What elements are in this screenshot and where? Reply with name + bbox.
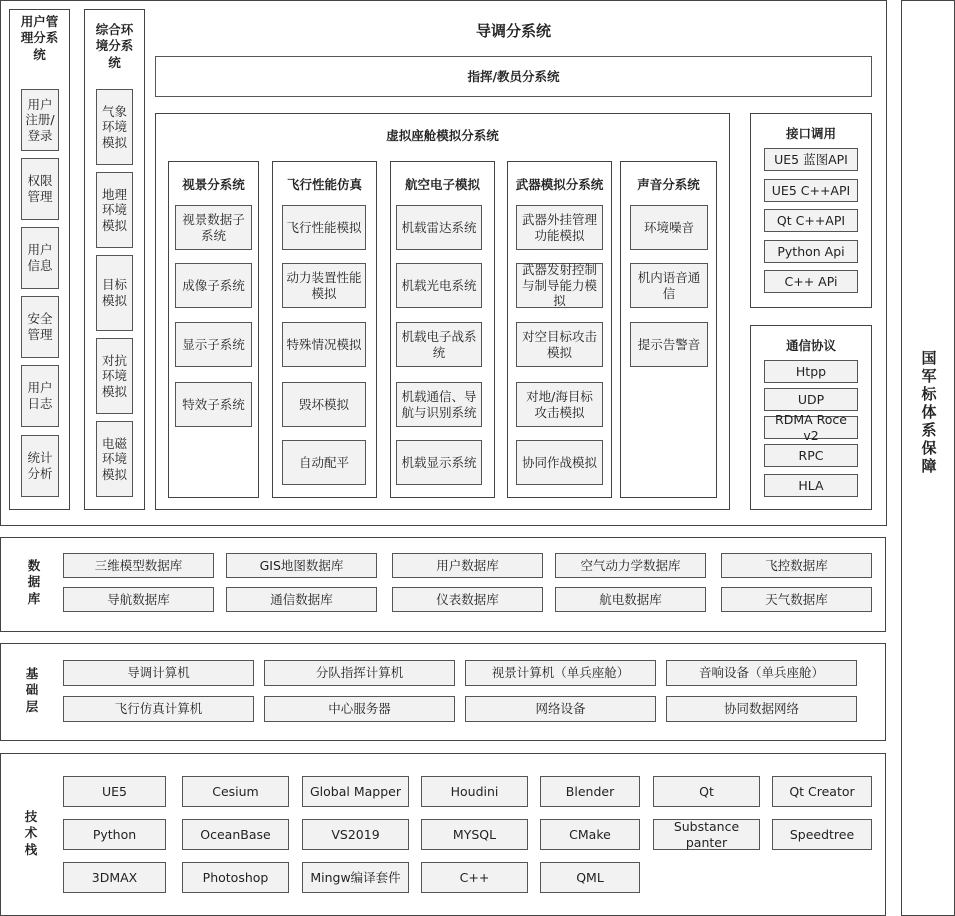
avionics-title: 航空电子模拟: [404, 177, 480, 192]
director-title: 导调分系统: [475, 22, 551, 40]
sound-title: 声音分系统: [637, 177, 700, 192]
infra-data-network: 协同数据网络: [666, 696, 857, 722]
db-flight-control: 飞控数据库: [721, 553, 872, 578]
tech-ue5: UE5: [63, 776, 166, 807]
api-title: 接口调用: [785, 126, 836, 141]
infra-title: 基础层: [25, 666, 39, 714]
db-aero: 空气动力学数据库: [555, 553, 706, 578]
tech-photoshop: Photoshop: [182, 862, 289, 893]
infra-audio: 音响设备（单兵座舱）: [666, 660, 857, 686]
stores-mgmt-box: 武器外挂管理功能模拟: [516, 205, 603, 250]
special-case-box: 特殊情况模拟: [282, 322, 366, 367]
api-ue5-blueprint: UE5 蓝图API: [764, 148, 858, 171]
launch-control-box: 武器发射控制与制导能力模拟: [516, 263, 603, 308]
damage-box: 毁坏模拟: [282, 382, 366, 427]
tech-3dmax: 3DMAX: [63, 862, 166, 893]
air-attack-box: 对空目标攻击模拟: [516, 322, 603, 367]
tech-cmake: CMake: [540, 819, 640, 850]
tech-python: Python: [63, 819, 166, 850]
env-title: 综合环境分系统: [95, 22, 134, 70]
user-log-box: 用户日志: [21, 365, 59, 427]
infra-visual-pc: 视景计算机（单兵座舱）: [465, 660, 656, 686]
security-mgmt-box: 安全管理: [21, 296, 59, 358]
database-title: 数据库: [27, 558, 41, 606]
powerplant-box: 动力装置性能模拟: [282, 263, 366, 308]
ew-box: 机载电子战系统: [396, 322, 482, 367]
display-sys-box: 机载显示系统: [396, 440, 482, 485]
combat-env-box: 对抗环境模拟: [96, 338, 133, 414]
effects-box: 特效子系统: [175, 382, 252, 427]
radar-box: 机载雷达系统: [396, 205, 482, 250]
cockpit-title: 虚拟座舱模拟分系统: [386, 128, 499, 143]
tech-cesium: Cesium: [182, 776, 289, 807]
api-python: Python Api: [764, 240, 858, 263]
imaging-box: 成像子系统: [175, 263, 252, 308]
tech-qml: QML: [540, 862, 640, 893]
tech-cpp: C++: [421, 862, 528, 893]
protocol-rdma: RDMA Roce v2: [764, 416, 858, 439]
env-noise-box: 环境噪音: [630, 205, 708, 250]
target-sim-box: 目标模拟: [96, 255, 133, 331]
geo-env-box: 地理环境模拟: [96, 172, 133, 248]
permission-box: 权限管理: [21, 158, 59, 220]
command-subsystem-box: 指挥/教员分系统: [155, 56, 872, 97]
db-navigation: 导航数据库: [63, 587, 214, 612]
tech-mingw: Mingw编译套件: [302, 862, 409, 893]
tech-speedtree: Speedtree: [772, 819, 872, 850]
protocol-rpc: RPC: [764, 444, 858, 467]
api-cpp: C++ APi: [764, 270, 858, 293]
infra-server: 中心服务器: [264, 696, 455, 722]
ground-sea-attack-box: 对地/海目标攻击模拟: [516, 382, 603, 427]
weapon-title: 武器模拟分系统: [515, 177, 604, 192]
auto-trim-box: 自动配平: [282, 440, 366, 485]
flight-perf-box: 飞行性能模拟: [282, 205, 366, 250]
tech-qt-creator: Qt Creator: [772, 776, 872, 807]
database-layer: [0, 537, 886, 632]
protocol-udp: UDP: [764, 388, 858, 411]
cni-box: 机载通信、导航与识别系统: [396, 382, 482, 427]
api-qt-cpp: Qt C++API: [764, 209, 858, 232]
api-ue5-cpp: UE5 C++API: [764, 179, 858, 202]
protocol-hla: HLA: [764, 474, 858, 497]
tech-qt: Qt: [653, 776, 760, 807]
protocol-http: Htpp: [764, 360, 858, 383]
em-env-box: 电磁环境模拟: [96, 421, 133, 497]
db-comm: 通信数据库: [226, 587, 377, 612]
infra-flight-pc: 飞行仿真计算机: [63, 696, 254, 722]
tech-oceanbase: OceanBase: [182, 819, 289, 850]
tech-houdini: Houdini: [421, 776, 528, 807]
weather-env-box: 气象环境模拟: [96, 89, 133, 165]
db-avionics: 航电数据库: [555, 587, 706, 612]
infra-squad-pc: 分队指挥计算机: [264, 660, 455, 686]
tech-global-mapper: Global Mapper: [302, 776, 409, 807]
statistics-box: 统计分析: [21, 435, 59, 497]
infra-network: 网络设备: [465, 696, 656, 722]
flight-title: 飞行性能仿真: [286, 177, 362, 192]
infra-layer: [0, 643, 886, 741]
eo-box: 机载光电系统: [396, 263, 482, 308]
db-user: 用户数据库: [392, 553, 543, 578]
security-title: 国军标体系保障: [921, 349, 937, 475]
alarm-box: 提示告警音: [630, 322, 708, 367]
db-weather: 天气数据库: [721, 587, 872, 612]
visual-title: 视景分系统: [182, 177, 245, 192]
db-3d-model: 三维模型数据库: [63, 553, 214, 578]
tech-blender: Blender: [540, 776, 640, 807]
coop-combat-box: 协同作战模拟: [516, 440, 603, 485]
tech-substance: Substance panter: [653, 819, 760, 850]
security-panel: [901, 0, 955, 916]
tech-mysql: MYSQL: [421, 819, 528, 850]
intercom-box: 机内语音通信: [630, 263, 708, 308]
display-sub-box: 显示子系统: [175, 322, 252, 367]
db-instrument: 仪表数据库: [392, 587, 543, 612]
user-mgmt-title: 用户管理分系统: [20, 14, 59, 62]
tech-vs2019: VS2019: [302, 819, 409, 850]
visual-data-box: 视景数据子系统: [175, 205, 252, 250]
user-register-box: 用户注册/登录: [21, 89, 59, 151]
user-info-box: 用户信息: [21, 227, 59, 289]
db-gis: GIS地图数据库: [226, 553, 377, 578]
protocol-title: 通信协议: [785, 338, 836, 353]
tech-title: 技术栈: [24, 809, 38, 857]
infra-director-pc: 导调计算机: [63, 660, 254, 686]
